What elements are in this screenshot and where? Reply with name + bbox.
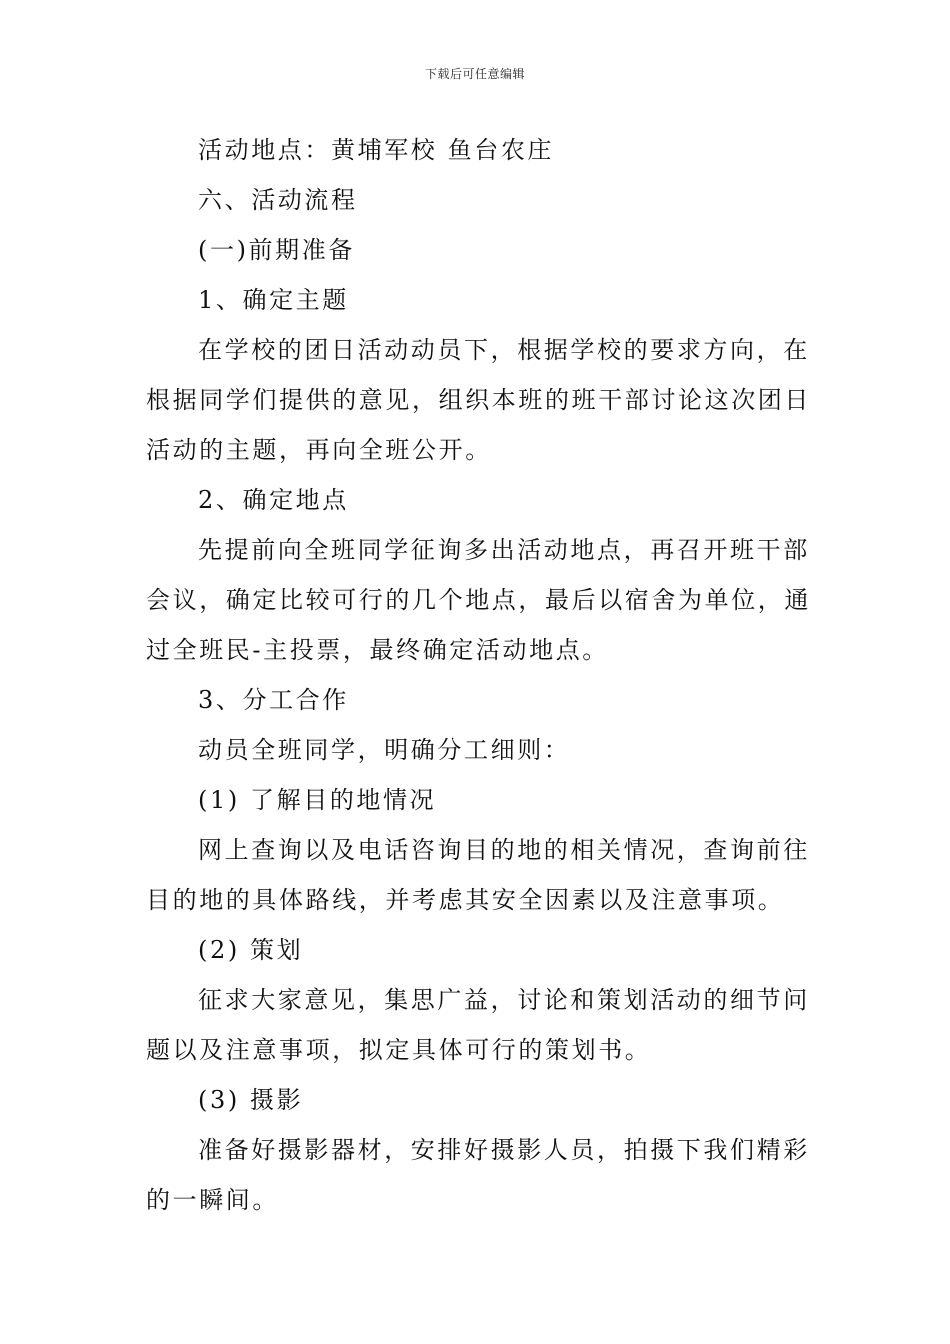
subsection-heading: (一)前期准备	[198, 236, 355, 264]
text-line: 动员全班同学，明确分工细则：	[198, 736, 571, 764]
text-line: 活动地点：黄埔军校 鱼台农庄	[198, 136, 555, 164]
sub-item-heading: (2) 策划	[198, 936, 304, 964]
sub-item-heading: (1) 了解目的地情况	[198, 786, 437, 814]
text-line: 根据同学们提供的意见，组织本班的班干部讨论这次团日	[146, 386, 811, 414]
text-line: 先提前向全班同学征询多出活动地点，再召开班干部	[198, 536, 810, 564]
item-heading: 1、确定主题	[198, 286, 349, 314]
text-line: 网上查询以及电话咨询目的地的相关情况，查询前往	[198, 836, 810, 864]
text-line: 征求大家意见，集思广益，讨论和策划活动的细节问	[198, 986, 810, 1014]
page-header: 下载后可任意编辑	[424, 67, 525, 81]
text-line: 题以及注意事项，拟定具体可行的策划书。	[146, 1036, 652, 1064]
text-line: 会议，确定比较可行的几个地点，最后以宿舍为单位，通	[146, 586, 811, 614]
text-line: 准备好摄影器材，安排好摄影人员，拍摄下我们精彩	[198, 1136, 810, 1164]
text-line: 的一瞬间。	[146, 1186, 279, 1214]
item-heading: 2、确定地点	[198, 486, 349, 514]
document-body	[146, 125, 811, 1225]
sub-item-heading: (3) 摄影	[198, 1086, 304, 1114]
text-line: 目的地的具体路线，并考虑其安全因素以及注意事项。	[146, 886, 785, 914]
text-line: 活动的主题，再向全班公开。	[146, 436, 492, 464]
text-line: 过全班民-主投票，最终确定活动地点。	[146, 636, 609, 664]
item-heading: 3、分工合作	[198, 686, 349, 714]
text-line: 在学校的团日活动动员下，根据学校的要求方向，在	[198, 336, 810, 364]
section-heading: 六、活动流程	[198, 186, 358, 214]
